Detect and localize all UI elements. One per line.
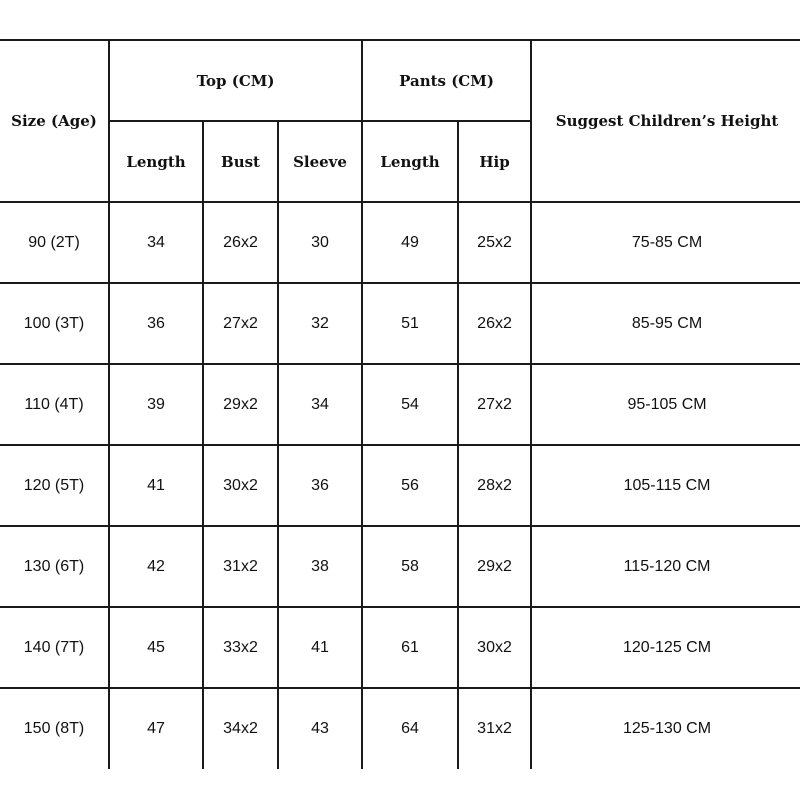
- cell-size: 150 (8T): [0, 688, 109, 769]
- cell-bust: 33x2: [203, 607, 278, 688]
- cell-pants-length: 51: [362, 283, 458, 364]
- cell-sleeve: 32: [278, 283, 362, 364]
- table-row: [0, 607, 800, 688]
- cell-height: 125-130 CM: [531, 688, 800, 769]
- cell-top-length: 41: [109, 445, 203, 526]
- cell-height: 85-95 CM: [531, 283, 800, 364]
- cell-hip: 27x2: [458, 364, 531, 445]
- cell-pants-length: 49: [362, 202, 458, 283]
- table-row: [0, 688, 800, 769]
- cell-top-length: 34: [109, 202, 203, 283]
- header-pants-group: Pants (CM): [362, 40, 531, 121]
- cell-size: 140 (7T): [0, 607, 109, 688]
- cell-top-length: 42: [109, 526, 203, 607]
- cell-pants-length: 56: [362, 445, 458, 526]
- cell-bust: 31x2: [203, 526, 278, 607]
- cell-height: 75-85 CM: [531, 202, 800, 283]
- size-chart-table: [0, 39, 800, 769]
- cell-height: 105-115 CM: [531, 445, 800, 526]
- cell-top-length: 36: [109, 283, 203, 364]
- cell-size: 100 (3T): [0, 283, 109, 364]
- cell-sleeve: 36: [278, 445, 362, 526]
- cell-sleeve: 41: [278, 607, 362, 688]
- cell-pants-length: 64: [362, 688, 458, 769]
- cell-hip: 31x2: [458, 688, 531, 769]
- cell-pants-length: 54: [362, 364, 458, 445]
- table-header: [0, 40, 800, 202]
- cell-top-length: 45: [109, 607, 203, 688]
- table-row: [0, 445, 800, 526]
- cell-bust: 27x2: [203, 283, 278, 364]
- header-top-sleeve: Sleeve: [278, 121, 362, 202]
- cell-size: 130 (6T): [0, 526, 109, 607]
- cell-size: 120 (5T): [0, 445, 109, 526]
- cell-bust: 34x2: [203, 688, 278, 769]
- table-row: [0, 283, 800, 364]
- cell-height: 95-105 CM: [531, 364, 800, 445]
- cell-sleeve: 38: [278, 526, 362, 607]
- header-top-length: Length: [109, 121, 203, 202]
- cell-height: 115-120 CM: [531, 526, 800, 607]
- table-body: [0, 202, 800, 769]
- cell-sleeve: 43: [278, 688, 362, 769]
- header-pants-length: Length: [362, 121, 458, 202]
- cell-hip: 30x2: [458, 607, 531, 688]
- cell-pants-length: 61: [362, 607, 458, 688]
- cell-size: 90 (2T): [0, 202, 109, 283]
- cell-top-length: 39: [109, 364, 203, 445]
- cell-bust: 29x2: [203, 364, 278, 445]
- cell-sleeve: 30: [278, 202, 362, 283]
- header-suggest-height: Suggest Children’s Height: [531, 40, 800, 202]
- cell-size: 110 (4T): [0, 364, 109, 445]
- header-top-bust: Bust: [203, 121, 278, 202]
- cell-height: 120-125 CM: [531, 607, 800, 688]
- table-row: [0, 364, 800, 445]
- header-size-age: Size (Age): [0, 40, 109, 202]
- header-row-groups: [0, 40, 800, 121]
- cell-sleeve: 34: [278, 364, 362, 445]
- header-pants-hip: Hip: [458, 121, 531, 202]
- cell-top-length: 47: [109, 688, 203, 769]
- cell-hip: 28x2: [458, 445, 531, 526]
- cell-hip: 29x2: [458, 526, 531, 607]
- table-row: [0, 202, 800, 283]
- table-row: [0, 526, 800, 607]
- cell-hip: 25x2: [458, 202, 531, 283]
- header-top-group: Top (CM): [109, 40, 362, 121]
- cell-pants-length: 58: [362, 526, 458, 607]
- cell-bust: 26x2: [203, 202, 278, 283]
- cell-bust: 30x2: [203, 445, 278, 526]
- cell-hip: 26x2: [458, 283, 531, 364]
